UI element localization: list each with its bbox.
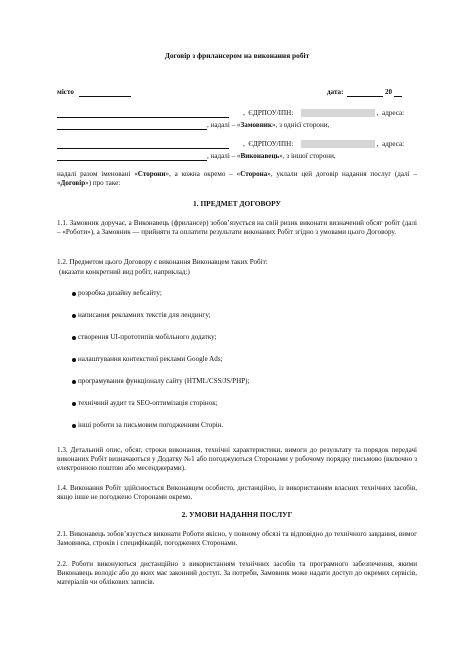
list-item bbox=[78, 333, 217, 342]
party2-code-row: , ЄДРПОУ/ІПН: , адреса: bbox=[243, 140, 405, 148]
party1-code-row: , ЄДРПОУ/ІПН: , адреса: bbox=[243, 109, 405, 117]
clause-1-2-line1: 1.2. Предметом цього Договору є виконання Виконавцем таких Робіт: bbox=[57, 258, 268, 266]
party1-role-name: Замовник bbox=[240, 121, 272, 129]
clause-2-1: 2.1. Виконавець зобов’язується виконати Роботи якісно, у повному обсязі та відповідно до технічного завдання, вимог Замовника, строків і специфікацій, погоджених Сторонами. bbox=[57, 530, 417, 547]
list-item-text: інші роботи за письмовим погодженням Сторін. bbox=[78, 421, 224, 429]
clause-1-4: 1.4. Виконання Робіт здійснюється Виконавцем особисто, дистанційно, із використанням власних технічних засобів, якщо інше не погоджено Сторонами окремо. bbox=[57, 484, 417, 501]
party1-role-suffix: », з однієї сторони, bbox=[271, 121, 330, 129]
preamble-contract: Договір bbox=[60, 178, 86, 187]
party2-code-field[interactable] bbox=[301, 140, 375, 148]
preamble-part1: надалі разом іменовані « bbox=[57, 170, 138, 178]
bullet-icon bbox=[72, 314, 76, 318]
party1-name-blank[interactable] bbox=[57, 117, 229, 118]
bullet-icon bbox=[72, 358, 76, 362]
place-label: місто bbox=[57, 88, 74, 96]
bullet-icon bbox=[72, 402, 76, 406]
clause-1-2-line2: (вказати конкретний вид робіт, наприклад:) bbox=[59, 268, 190, 276]
party2-role-name: Виконавець bbox=[240, 152, 280, 160]
party2-role-row bbox=[57, 152, 336, 161]
preamble-part2: », а кожна окремо – « bbox=[165, 170, 241, 178]
party2-role-suffix: », з іншої сторони, bbox=[279, 152, 336, 160]
clause-1-1: 1.1. Замовник доручає, а Виконавець (фрилансер) зобов’язується на свій ризик виконати визначений обсяг робіт (далі – «Роботи»), а Замовник — прийняти та оплатити результати виконаних Робіт згідно з умовами цього Договору. bbox=[57, 219, 417, 236]
list-item bbox=[78, 399, 218, 408]
list-item-text: створення UI-прототипів мобільного додатку; bbox=[78, 333, 217, 341]
list-item bbox=[78, 355, 223, 364]
preamble-part3: », уклали цей договір надання послуг (далі – « bbox=[57, 170, 417, 187]
date-year-blank[interactable] bbox=[394, 96, 402, 97]
list-item-text: технічний аудит та SEO-оптимізація сторінок; bbox=[78, 399, 218, 407]
party1-name-row bbox=[57, 109, 229, 118]
party1-code-field[interactable] bbox=[301, 109, 375, 117]
list-item-text: розробка дизайну вебсайту; bbox=[78, 289, 162, 297]
section2-title: 2. УМОВИ НАДАННЯ ПОСЛУГ bbox=[181, 510, 293, 519]
party1-address-blank[interactable] bbox=[57, 129, 207, 130]
party1-address-label: адреса: bbox=[382, 109, 405, 117]
list-item bbox=[78, 377, 250, 386]
bullet-icon bbox=[72, 380, 76, 384]
section1-title: 1. ПРЕДМЕТ ДОГОВОРУ bbox=[193, 199, 281, 208]
date-label: дата: bbox=[327, 88, 344, 96]
list-item bbox=[78, 421, 223, 430]
list-item bbox=[78, 289, 162, 298]
party1-code-label: ЄДРПОУ/ІПН: bbox=[248, 109, 294, 117]
bullet-icon bbox=[72, 424, 76, 428]
bullet-icon bbox=[72, 336, 76, 340]
party2-address-blank[interactable] bbox=[57, 160, 207, 161]
date-year-prefix: 20 bbox=[385, 88, 393, 96]
party1-role-row bbox=[57, 121, 329, 130]
list-item-text: програмування функціоналу сайту (HTML/CSS/JS/PHP); bbox=[78, 377, 250, 385]
list-item bbox=[78, 311, 211, 320]
preamble bbox=[57, 170, 417, 188]
party2-name-blank[interactable] bbox=[57, 148, 229, 149]
preamble-sides: Сторони bbox=[137, 170, 166, 178]
party2-code-label: ЄДРПОУ/ІПН: bbox=[248, 140, 294, 148]
party1-role-prefix: , надалі – « bbox=[207, 121, 241, 129]
date-row bbox=[327, 88, 402, 97]
bullet-icon bbox=[72, 292, 76, 296]
list-item-text: налаштування контекстної реклами Google Ads; bbox=[78, 355, 223, 363]
date-blank[interactable] bbox=[347, 96, 383, 97]
place-row bbox=[57, 88, 131, 97]
preamble-part4: ») про таке: bbox=[85, 178, 121, 187]
party2-address-label: адреса: bbox=[382, 140, 405, 148]
place-blank[interactable] bbox=[79, 96, 131, 97]
document-title: Договір з фрилансером на виконання робіт bbox=[164, 51, 310, 60]
list-item-text: написання рекламних текстів для лендингу; bbox=[78, 311, 211, 319]
clause-1-3: 1.3. Детальний опис, обсяг, строки виконання, технічні характеристики, вимоги до результату та порядок передачі виконаних Робіт визначаються у Додатку №1 або погоджуються Сторонами у робочому порядку письмово (включно з електронною поштою або месенджерами). bbox=[57, 446, 417, 472]
preamble-side: Сторона bbox=[240, 170, 268, 178]
party2-role-prefix: , надалі – « bbox=[207, 152, 241, 160]
clause-2-2: 2.2. Роботи виконуються дистанційно з використанням технічних засобів та програмного забезпечення, якими Виконавець володіє або до яких має законний доступ. За потреби, Замовник може надати доступ до окремих сервісів, матеріалів чи облікових записів. bbox=[57, 560, 417, 586]
party2-name-row bbox=[57, 140, 229, 149]
